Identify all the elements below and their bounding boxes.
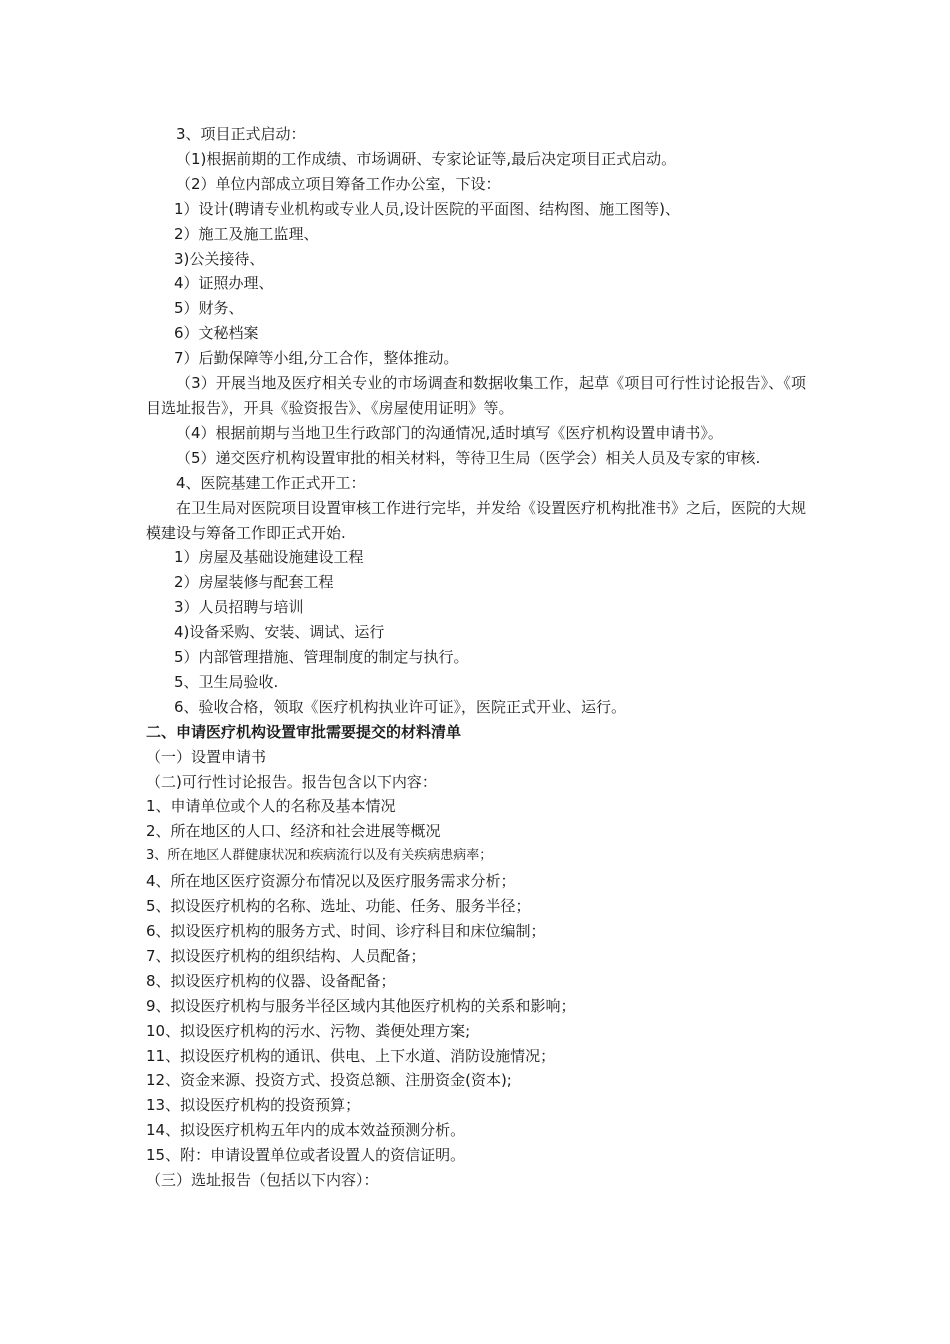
numbered-item: 5、拟设医疗机构的名称、选址、功能、任务、服务半径； (146, 897, 531, 916)
list-item: 4)设备采购、安装、调试、运行 (174, 623, 385, 642)
list-item: 2）施工及施工监理、 (174, 224, 319, 243)
list-item: 3）人员招聘与培训 (174, 598, 304, 617)
section-heading-3: 3、项目正式启动： (176, 125, 306, 143)
paragraph-line: （1)根据前期的工作成绩、市场调研、专家论证等,最后决定项目正式启动。 (176, 149, 677, 168)
numbered-item: 11、拟设医疗机构的通讯、供电、上下水道、消防设施情况； (146, 1046, 556, 1065)
list-item: 7）后勤保障等小组,分工合作，整体推动。 (174, 349, 459, 368)
numbered-item: 4、所在地区医疗资源分布情况以及医疗服务需求分析； (146, 872, 516, 891)
paragraph: 在卫生局对医院项目设置审核工作进行完毕，并发给《设置医疗机构批准书》之后，医院的大规模建设与筹备工作即正式开始. (146, 498, 807, 542)
chapter-heading: 二、申请医疗机构设置审批需要提交的材料清单 (146, 722, 462, 741)
paragraph-line: （2）单位内部成立项目筹备工作办公室，下设： (176, 174, 501, 193)
numbered-item: 8、拟设医疗机构的仪器、设备配备； (146, 971, 396, 990)
numbered-item: 13、拟设医疗机构的投资预算； (146, 1096, 361, 1115)
paragraph: （5）递交医疗机构设置审批的相关材料，等待卫生局（医学会）相关人员及专家的审核. (176, 448, 761, 467)
numbered-item: 7、拟设医疗机构的组织结构、人员配备； (146, 946, 426, 965)
list-item: 1）房屋及基础设施建设工程 (174, 548, 364, 567)
paragraph: （4）根据前期与当地卫生行政部门的沟通情况,适时填写《医疗机构设置申请书》。 (176, 423, 723, 442)
section-heading-6: 6、验收合格，领取《医疗机构执业许可证》，医院正式开业、运行。 (174, 697, 627, 716)
list-item: 5）财务、 (174, 299, 244, 318)
numbered-item: 3、所在地区人群健康状况和疾病流行以及有关疾病患病率； (146, 848, 493, 864)
subsection-heading: （三）选址报告（包括以下内容）： (146, 1171, 379, 1190)
subsection-heading: （二)可行性讨论报告。报告包含以下内容： (146, 772, 437, 791)
list-item: 6）文秘档案 (174, 324, 259, 343)
list-item: 3)公关接待、 (174, 249, 265, 268)
list-item: 2）房屋装修与配套工程 (174, 573, 334, 592)
document-body (146, 122, 806, 1193)
paragraph: （3）开展当地及医疗相关专业的市场调查和数据收集工作，起草《项目可行性讨论报告》、《项目选址报告》，开具《验资报告》、《房屋使用证明》等。 (146, 374, 806, 417)
numbered-item: 15、附：申请设置单位或者设置人的资信证明。 (146, 1146, 466, 1165)
section-heading-5: 5、卫生局验收. (174, 672, 279, 691)
numbered-item: 14、拟设医疗机构五年内的成本效益预测分析。 (146, 1121, 466, 1140)
section-heading-4: 4、医院基建工作正式开工： (176, 473, 366, 492)
numbered-item: 2、所在地区的人口、经济和社会进展等概况 (146, 822, 441, 841)
numbered-item: 1、申请单位或个人的名称及基本情况 (146, 797, 396, 816)
list-item: 5）内部管理措施、管理制度的制定与执行。 (174, 648, 469, 667)
numbered-item: 6、拟设医疗机构的服务方式、时间、诊疗科目和床位编制； (146, 922, 546, 940)
list-item: 4）证照办理、 (174, 274, 274, 293)
numbered-item: 10、拟设医疗机构的污水、污物、粪便处理方案; (146, 1021, 471, 1040)
numbered-item: 9、拟设医疗机构与服务半径区域内其他医疗机构的关系和影响； (146, 996, 576, 1015)
subsection-heading: （一）设置申请书 (146, 747, 267, 766)
list-item: 1）设计(聘请专业机构或专业人员,设计医院的平面图、结构图、施工图等)、 (174, 199, 681, 218)
numbered-item: 12、资金来源、投资方式、投资总额、注册资金(资本); (146, 1071, 512, 1090)
